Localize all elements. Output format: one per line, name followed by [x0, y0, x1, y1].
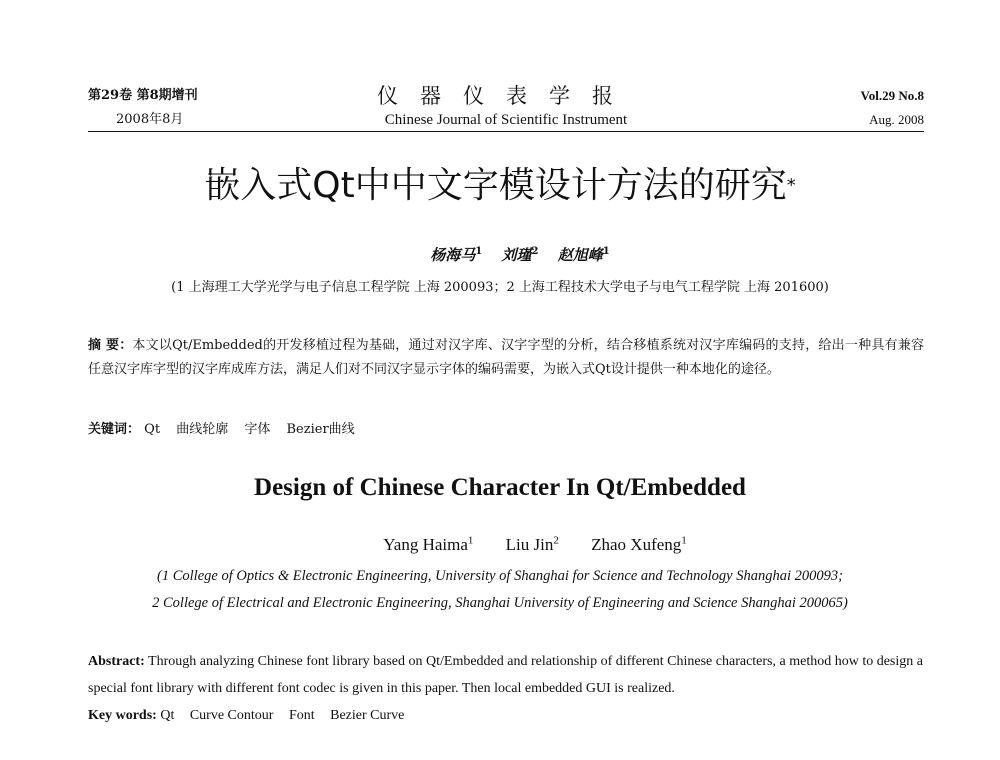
chinese-abstract-label: 摘 要：	[88, 338, 133, 353]
keyword-en: Qt	[160, 708, 175, 723]
date-cn: 2008年8月	[116, 112, 184, 127]
author-en-2: Liu Jin$^2$	[505, 534, 559, 554]
keyword-cn: 曲线轮廓	[176, 422, 229, 437]
journal-header	[88, 84, 924, 134]
author-en-1: Yang Haima$^1$	[383, 534, 474, 554]
english-affiliation-1: (1 College of Optics & Electronic Engineering, University of Shanghai for Science and Technology Shanghai 200093;	[157, 568, 843, 584]
header-right	[861, 84, 924, 132]
date-en: Aug. 2008	[869, 112, 924, 127]
keyword-en: Font	[288, 708, 315, 723]
author-cn-2: 刘瑾$^2$	[501, 246, 539, 264]
title-footnote-mark: *	[786, 175, 796, 196]
author-cn-3: 赵旭峰$^1$	[557, 246, 610, 264]
author-cn-1: 杨海马$^1$	[430, 246, 483, 264]
chinese-affiliation: (1 上海理工大学光学与电子信息工程学院 上海 200093；2 上海工程技术大学电子与电气工程学院 上海 201600)	[171, 280, 829, 295]
author-en-3: Zhao Xufeng$^1$	[591, 534, 687, 554]
chinese-keywords-label: 关键词：	[88, 422, 141, 437]
english-abstract-text: Through analyzing Chinese font library based on Qt/Embedded and relationship of different Chinese characters, a method how to design a special font library with different font codec is given in this paper. Then local embedded GUI is realized.	[88, 654, 923, 696]
chinese-title	[0, 164, 1000, 208]
english-keywords	[88, 704, 416, 728]
chinese-abstract-text: 本文以Qt/Embedded的开发移植过程为基础，通过对汉字库、汉字字型的分析，结合移植系统对汉字库编码的支持，给出一种具有兼容任意汉字库字型的汉字库成库方法，满足人们对不同汉字显示字体的编码需要，为嵌入式Qt设计提供一种本地化的途径。	[88, 338, 924, 377]
english-abstract-label: Abstract:	[88, 654, 145, 669]
header-divider	[88, 131, 924, 132]
keyword-cn: Qt	[144, 422, 161, 437]
volume-cn: 第29卷 第8期增刊	[88, 88, 198, 103]
keyword-en: Bezier Curve	[330, 708, 405, 723]
chinese-title-text: 嵌入式Qt中中文字模设计方法的研究	[204, 165, 787, 206]
journal-name-cn: 仪器仪表学报	[377, 84, 635, 108]
keyword-cn: Bezier曲线	[286, 422, 355, 437]
keyword-en: Curve Contour	[189, 708, 274, 723]
chinese-authors	[0, 244, 1000, 265]
header-center	[88, 84, 924, 132]
keyword-cn: 字体	[244, 422, 271, 437]
english-title: Design of Chinese Character In Qt/Embedded	[254, 474, 746, 501]
english-keywords-label: Key words:	[88, 708, 157, 723]
chinese-abstract	[88, 334, 924, 382]
volume-en: Vol.29 No.8	[860, 88, 924, 103]
chinese-keywords	[88, 418, 367, 442]
english-abstract	[88, 648, 924, 702]
english-affiliation-2: 2 College of Electrical and Electronic Engineering, Shanghai University of Engineering and Science Shanghai 200065)	[152, 595, 848, 611]
english-authors	[0, 534, 1000, 555]
journal-name-en: Chinese Journal of Scientific Instrument	[384, 112, 628, 128]
